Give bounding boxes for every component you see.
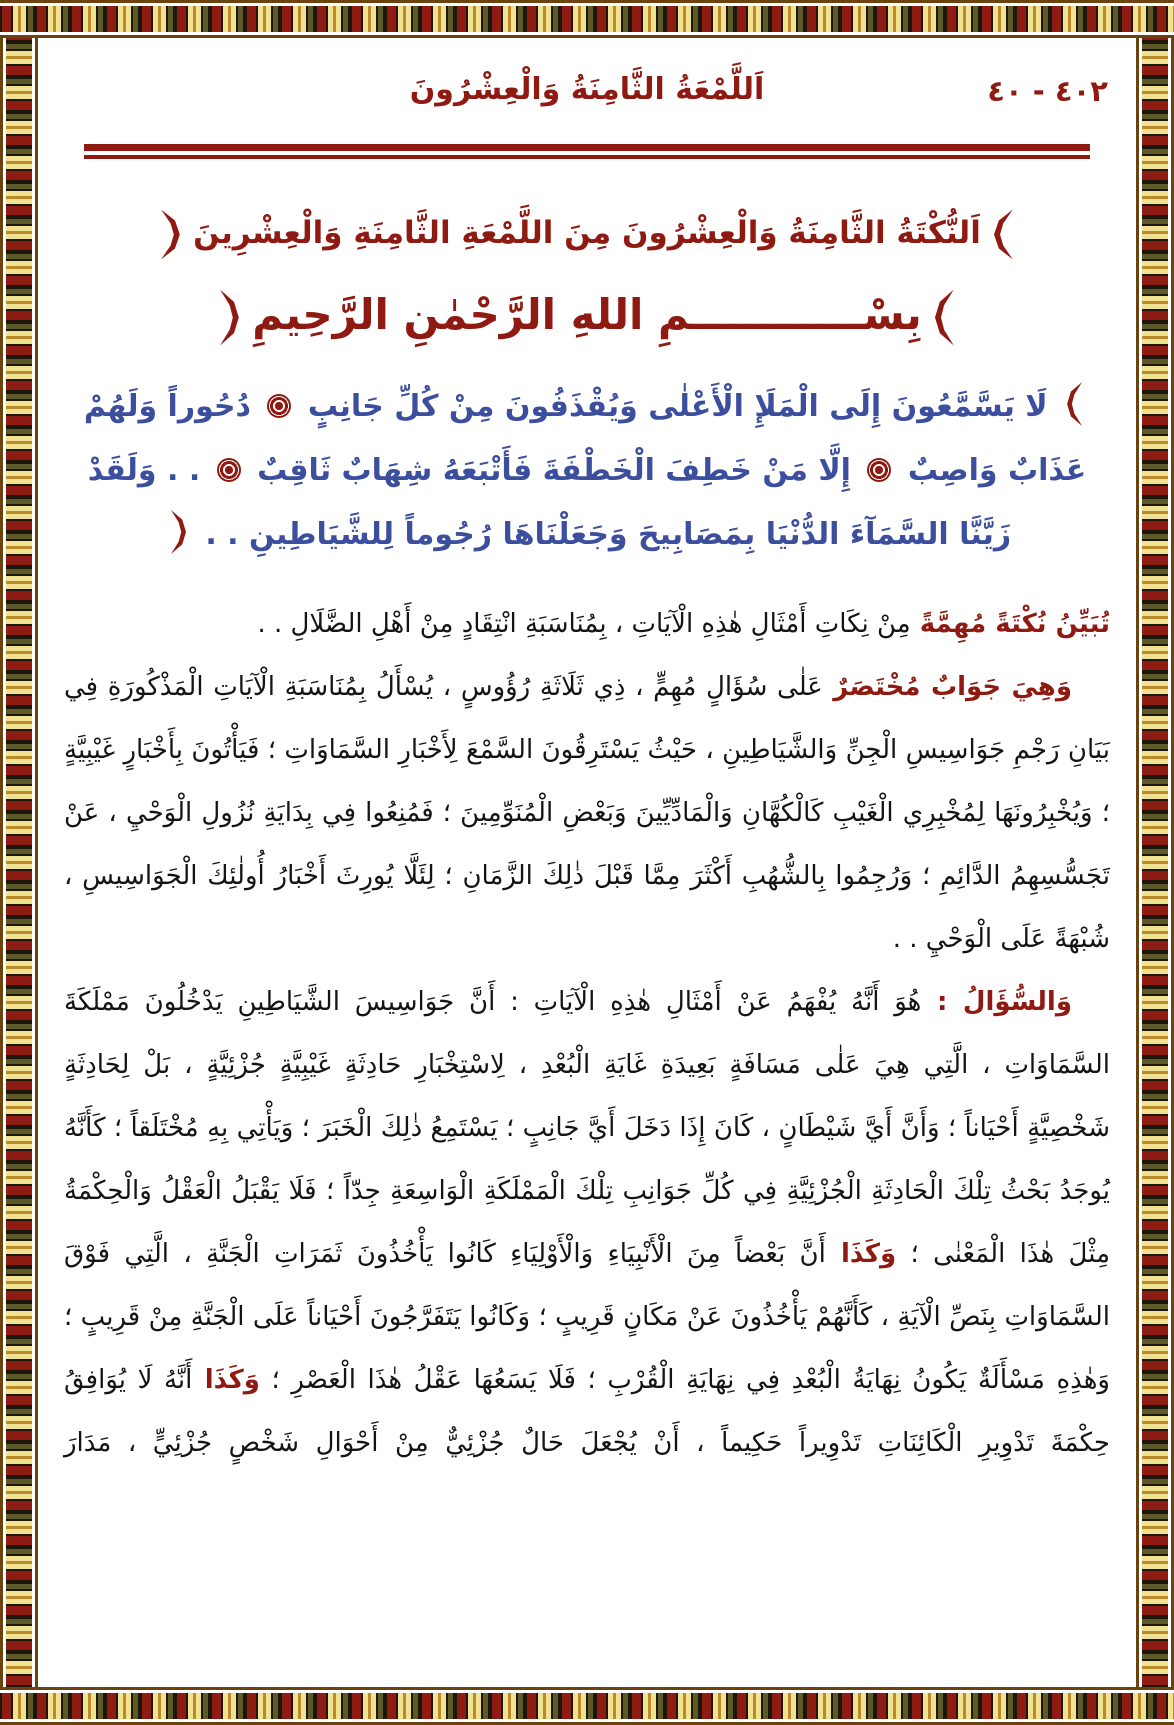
body-text bbox=[64, 593, 1110, 1475]
basmala-ornament-open-icon bbox=[934, 290, 954, 346]
text-segment: وَالسُّؤَالُ : bbox=[921, 987, 1072, 1017]
text-segment: أَنَّهُ لَا يُوَافِقُ حِكْمَةَ تَدْوِيرِ الْكَائِنَاتِ تَدْوِيراً حَكِيماً ، أَنْ يُجْعَلَ حَالٌ جُزْئِيٌّ مِنْ أَحْوَالِ شَخْصٍ جُزْئِيٍّ ، مَدَارَ bbox=[64, 1365, 1110, 1458]
text-segment: . . وَلَقَدْ bbox=[87, 453, 201, 488]
verse-rosette-icon bbox=[267, 394, 291, 418]
text-segment: وَكَذَا bbox=[192, 1365, 260, 1395]
verse-bracket-open-icon bbox=[1066, 382, 1082, 426]
text-segment: هُوَ أَنَّهُ يُفْهَمُ عَنْ أَمْثَالِ هٰذِهِ الْآيَاتِ : أَنَّ جَوَاسِيسَ الشَّيَاطِينِ يَدْخُلُونَ مَمْلَكَةَ السَّمَاوَاتِ ، الَّتِي هِيَ عَلٰى مَسَافَةٍ بَعِيدَةِ غَايَةِ الْبُعْدِ ، لِاسْتِخْبَارِ حَادِثَةٍ غَيْبِيَّةٍ جُزْئِيَّةٍ ، بَلْ لِحَادِثَةٍ شَخْصِيَّةٍ أَحْيَاناً ؛ وَأَنَّ أَيَّ شَيْطَانٍ ، كَانَ إِذَا دَخَلَ أَيَّ جَانِبٍ ؛ يَسْتَمِعُ ذٰلِكَ الْخَبَرَ ؛ وَيَأْتِي بِهِ مُخْتَلَقاً ؛ كَأَنَّهُ يُوجَدُ بَحْثُ تِلْكَ الْحَادِثَةِ الْجُزْئِيَّةِ فِي كُلِّ جَوَانِبِ تِلْكَ الْمَمْلَكَةِ الْوَاسِعَةِ جِدّاً ؛ فَلَا يَقْبَلُ الْعَقْلُ وَالْحِكْمَةُ مِثْلَ هٰذَا الْمَعْنٰى ؛ bbox=[64, 987, 1111, 1269]
header-rule-thick bbox=[84, 144, 1090, 151]
section-heading-text: اَلنُّكْتَةُ الثَّامِنَةُ وَالْعِشْرُونَ مِنَ اللَّمْعَةِ الثَّامِنَةِ وَالْعِشْرِينَ bbox=[193, 215, 981, 251]
text-segment: عَلٰى سُؤَالٍ مُهِمٍّ ، ذِي ثَلَاثَةِ رُؤُوسٍ ، يُسْأَلُ بِمُنَاسَبَةِ الْآيَاتِ الْمَذْكُورَةِ فِي بَيَانِ رَجْمِ جَوَاسِيسِ الْجِنِّ وَالشَّيَاطِينِ ، حَيْثُ يَسْتَرِقُونَ السَّمْعَ لِأَخْبَارِ السَّمَاوَاتِ ؛ فَيَأْتُونَ بِأَخْبَارٍ غَيْبِيَّةٍ ؛ وَيُخْبِرُونَهَا لِمُخْبِرِي الْغَيْبِ كَالْكُهَّانِ وَالْمَادِّيِّينَ وَبَعْضِ الْمُنَوِّمِينَ ؛ فَمُنِعُوا فِي بِدَايَةِ نُزُولِ الْوَحْيِ ، عَنْ تَجَسُّسِهِمُ الدَّائِمِ ؛ وَرُجِمُوا بِالشُّهُبِ أَكْثَرَ مِمَّا قَبْلَ ذٰلِكَ الزَّمَانِ ؛ لِئَلَّا يُورِثَ أَخْبَارُ أُولٰئِكَ الْجَوَاسِيسِ ، شُبْهَةً عَلَى الْوَحْيِ . . bbox=[64, 672, 1110, 954]
header-rule-thin bbox=[84, 155, 1090, 159]
text-segment: وَكَذَا bbox=[825, 1239, 897, 1269]
text-segment: دُحُوراً وَلَهُمْ bbox=[83, 389, 251, 424]
ornamental-border-left bbox=[0, 38, 38, 1687]
text-segment: وَهِيَ جَوَابٌ مُخْتَصَرٌ bbox=[822, 672, 1072, 702]
verse-line-2 bbox=[64, 439, 1110, 503]
section-heading bbox=[64, 203, 1110, 263]
verse-bracket-close-icon bbox=[171, 510, 187, 554]
verse-line-1 bbox=[64, 375, 1110, 439]
page-number: ٤٠٢ - ٤٠ bbox=[987, 74, 1108, 108]
ornament-open-icon bbox=[993, 210, 1013, 260]
ornamental-border-bottom bbox=[0, 1687, 1174, 1725]
text-segment: عَذَابٌ وَاصِبٌ bbox=[907, 453, 1087, 488]
header-rules bbox=[84, 144, 1090, 159]
text-segment: أَنَّ بَعْضاً مِنَ الْأَنْبِيَاءِ وَالْأَوْلِيَاءِ كَانُوا يَأْخُذُونَ ثَمَرَاتِ الْجَنَّةِ ، الَّتِي فَوْقَ السَّمَاوَاتِ بِنَصِّ الْآيَةِ ، كَأَنَّهُمْ يَأْخُذُونَ عَنْ مَكَانٍ قَرِيبٍ ؛ وَكَانُوا يَتَفَرَّجُونَ أَحْيَاناً عَلَى الْجَنَّةِ مِنْ قَرِيبٍ ؛ وَهٰذِهِ مَسْأَلَةٌ يَكُونُ نِهَايَةُ الْبُعْدِ فِي نِهَايَةِ الْقُرْبِ ؛ فَلَا يَسَعُهَا عَقْلُ هٰذَا الْعَصْرِ ؛ bbox=[64, 1239, 1110, 1395]
page-title: اَللَّمْعَةُ الثَّامِنَةُ وَالْعِشْرُونَ bbox=[409, 72, 765, 107]
page-header bbox=[64, 70, 1110, 134]
verse-rosette-icon bbox=[867, 458, 891, 482]
ornament-close-icon bbox=[161, 210, 181, 260]
paragraph-2 bbox=[64, 656, 1110, 971]
ornamental-border-right bbox=[1136, 38, 1174, 1687]
basmala-calligraphy: بِسْــــــــــــمِ اللهِ الرَّحْمٰنِ الرَّحِيمِ bbox=[252, 290, 922, 339]
text-segment: مِنْ نِكَاتِ أَمْثَالِ هٰذِهِ الْآيَاتِ ، بِمُنَاسَبَةِ انْتِقَادٍ مِنْ أَهْلِ الضَّلَالِ . . bbox=[257, 609, 911, 639]
text-segment: زَيَّنَّا السَّمَآءَ الدُّنْيَا بِمَصَابِيحَ وَجَعَلْنَاهَا رُجُوماً لِلشَّيَاطِينِ . . bbox=[205, 517, 1012, 552]
page-content bbox=[38, 38, 1136, 1687]
verse-rosette-icon bbox=[217, 458, 241, 482]
basmala-ornament-close-icon bbox=[220, 290, 240, 346]
paragraph-3 bbox=[64, 971, 1110, 1475]
text-segment: لَا يَسَّمَّعُونَ إِلَى الْمَلَإِ الْأَعْلٰى وَيُقْذَفُونَ مِنْ كُلِّ جَانِبٍ bbox=[307, 389, 1048, 424]
paragraph-1 bbox=[64, 593, 1110, 656]
text-segment: إِلَّا مَنْ خَطِفَ الْخَطْفَةَ فَأَتْبَعَهُ شِهَابٌ ثَاقِبٌ bbox=[257, 453, 851, 488]
basmala bbox=[64, 277, 1110, 353]
quran-verse-block bbox=[64, 375, 1110, 567]
verse-line-3 bbox=[64, 503, 1110, 567]
text-segment: تُبَيِّنُ نُكْتَةً مُهِمَّةً bbox=[910, 609, 1110, 639]
ornamental-border-top bbox=[0, 0, 1174, 38]
